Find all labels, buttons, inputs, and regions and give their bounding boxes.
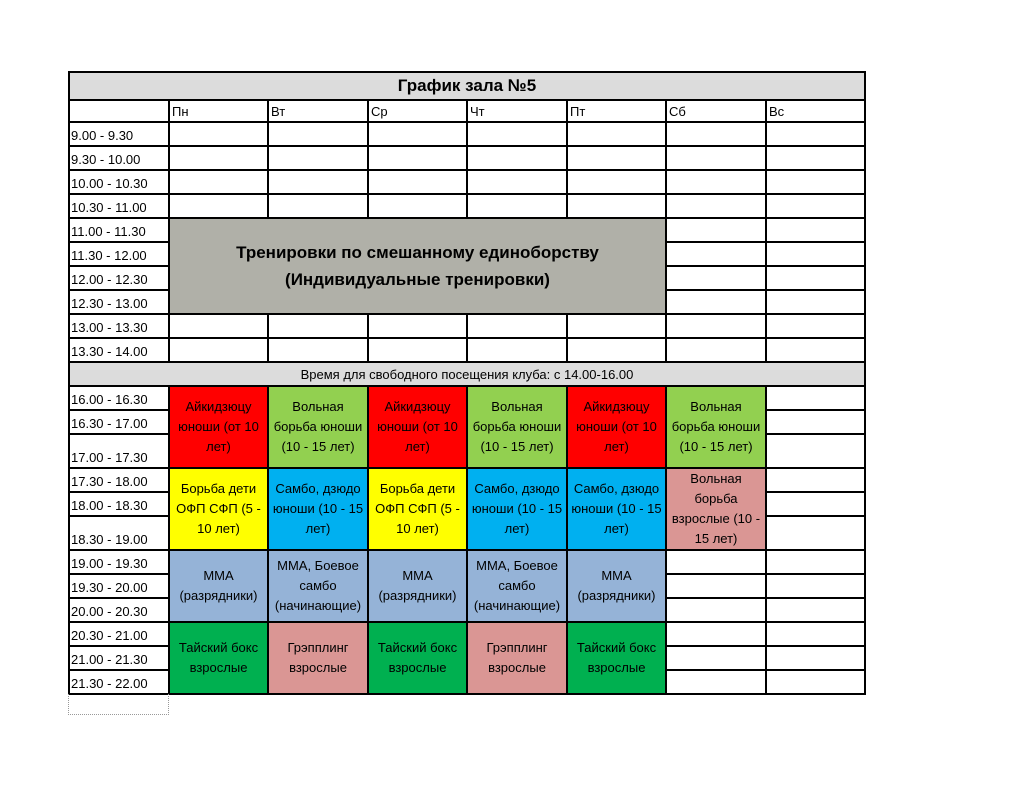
empty-cell xyxy=(468,315,568,339)
empty-cell xyxy=(667,339,767,363)
empty-cell xyxy=(468,171,568,195)
mixed-block-line2: (Индивидуальные тренировки) xyxy=(285,270,550,289)
empty-cell xyxy=(767,599,866,623)
empty-cell xyxy=(667,219,767,243)
empty-cell xyxy=(667,195,767,219)
empty-cell xyxy=(767,623,866,647)
class-grappling-thu: Грэпплинг взрослые xyxy=(468,623,568,695)
empty-cell xyxy=(667,291,767,315)
day-header-sun: Вс xyxy=(767,101,866,123)
empty-cell xyxy=(369,315,468,339)
class-aikido-wed: Айкидзюцу юноши (от 10 лет) xyxy=(369,387,468,469)
empty-cell xyxy=(369,171,468,195)
empty-cell xyxy=(269,171,369,195)
mixed-martial-arts-block xyxy=(170,219,667,315)
time-label: 19.30 - 20.00 xyxy=(70,575,170,599)
empty-cell xyxy=(767,291,866,315)
day-header-mon: Пн xyxy=(170,101,269,123)
empty-cell xyxy=(667,551,767,575)
time-label: 13.30 - 14.00 xyxy=(70,339,170,363)
day-header-fri: Пт xyxy=(568,101,667,123)
time-label: 12.30 - 13.00 xyxy=(70,291,170,315)
time-label: 9.30 - 10.00 xyxy=(70,147,170,171)
schedule-table xyxy=(68,71,866,695)
empty-cell xyxy=(170,171,269,195)
class-mma-ranked-mon: ММА (разрядники) xyxy=(170,551,269,623)
empty-cell xyxy=(269,339,369,363)
class-mma-ranked-wed: ММА (разрядники) xyxy=(369,551,468,623)
empty-cell xyxy=(170,123,269,147)
time-label: 17.00 - 17.30 xyxy=(70,435,170,469)
time-label: 21.30 - 22.00 xyxy=(70,671,170,695)
empty-cell xyxy=(667,243,767,267)
time-label: 10.30 - 11.00 xyxy=(70,195,170,219)
mixed-block-line1: Тренировки по смешанному единоборству xyxy=(236,243,599,262)
empty-cell xyxy=(667,623,767,647)
empty-cell xyxy=(667,147,767,171)
empty-cell xyxy=(369,195,468,219)
time-label: 19.00 - 19.30 xyxy=(70,551,170,575)
time-label: 16.30 - 17.00 xyxy=(70,411,170,435)
class-grappling-tue: Грэпплинг взрослые xyxy=(269,623,369,695)
empty-cell xyxy=(568,147,667,171)
corner-cell xyxy=(70,101,170,123)
day-header-sat: Сб xyxy=(667,101,767,123)
time-label: 21.00 - 21.30 xyxy=(70,647,170,671)
empty-cell xyxy=(667,315,767,339)
trailing-cell xyxy=(68,694,169,715)
class-aikido-fri: Айкидзюцу юноши (от 10 лет) xyxy=(568,387,667,469)
day-header-tue: Вт xyxy=(269,101,369,123)
empty-cell xyxy=(767,435,866,469)
empty-cell xyxy=(269,147,369,171)
empty-cell xyxy=(767,219,866,243)
time-label: 18.30 - 19.00 xyxy=(70,517,170,551)
empty-cell xyxy=(568,195,667,219)
empty-cell xyxy=(369,147,468,171)
class-kids-wrestling-wed: Борьба дети ОФП СФП (5 - 10 лет) xyxy=(369,469,468,551)
class-sambo-judo-thu: Самбо, дзюдо юноши (10 - 15 лет) xyxy=(468,469,568,551)
empty-cell xyxy=(667,671,767,695)
empty-cell xyxy=(468,123,568,147)
empty-cell xyxy=(667,647,767,671)
class-freestyle-youth-thu: Вольная борьба юноши (10 - 15 лет) xyxy=(468,387,568,469)
empty-cell xyxy=(667,599,767,623)
empty-cell xyxy=(767,171,866,195)
class-freestyle-youth-sat: Вольная борьба юноши (10 - 15 лет) xyxy=(667,387,767,469)
class-sambo-judo-tue: Самбо, дзюдо юноши (10 - 15 лет) xyxy=(269,469,369,551)
time-label: 11.30 - 12.00 xyxy=(70,243,170,267)
time-label: 17.30 - 18.00 xyxy=(70,469,170,493)
empty-cell xyxy=(369,339,468,363)
empty-cell xyxy=(767,517,866,551)
empty-cell xyxy=(767,647,866,671)
empty-cell xyxy=(767,267,866,291)
class-mma-ranked-fri: ММА (разрядники) xyxy=(568,551,667,623)
time-label: 16.00 - 16.30 xyxy=(70,387,170,411)
empty-cell xyxy=(767,243,866,267)
empty-cell xyxy=(568,315,667,339)
empty-cell xyxy=(468,147,568,171)
time-label: 13.00 - 13.30 xyxy=(70,315,170,339)
empty-cell xyxy=(767,147,866,171)
empty-cell xyxy=(170,339,269,363)
empty-cell xyxy=(767,315,866,339)
class-thai-boxing-wed: Тайский бокс взрослые xyxy=(369,623,468,695)
free-visit-banner: Время для свободного посещения клуба: с 14.00-16.00 xyxy=(70,363,866,387)
class-freestyle-youth-tue: Вольная борьба юноши (10 - 15 лет) xyxy=(269,387,369,469)
empty-cell xyxy=(667,267,767,291)
empty-cell xyxy=(170,195,269,219)
day-header-thu: Чт xyxy=(468,101,568,123)
class-mma-sambo-thu: ММА, Боевое самбо (начинающие) xyxy=(468,551,568,623)
empty-cell xyxy=(568,123,667,147)
empty-cell xyxy=(369,123,468,147)
empty-cell xyxy=(269,315,369,339)
class-kids-wrestling-mon: Борьба дети ОФП СФП (5 - 10 лет) xyxy=(170,469,269,551)
empty-cell xyxy=(468,339,568,363)
time-label: 18.00 - 18.30 xyxy=(70,493,170,517)
empty-cell xyxy=(767,671,866,695)
empty-cell xyxy=(767,411,866,435)
empty-cell xyxy=(767,575,866,599)
class-thai-boxing-mon: Тайский бокс взрослые xyxy=(170,623,269,695)
empty-cell xyxy=(767,493,866,517)
time-label: 10.00 - 10.30 xyxy=(70,171,170,195)
empty-cell xyxy=(767,195,866,219)
time-label: 9.00 - 9.30 xyxy=(70,123,170,147)
time-label: 20.00 - 20.30 xyxy=(70,599,170,623)
empty-cell xyxy=(767,339,866,363)
day-header-wed: Ср xyxy=(369,101,468,123)
time-label: 20.30 - 21.00 xyxy=(70,623,170,647)
empty-cell xyxy=(767,387,866,411)
empty-cell xyxy=(767,123,866,147)
empty-cell xyxy=(667,171,767,195)
empty-cell xyxy=(170,315,269,339)
empty-cell xyxy=(170,147,269,171)
empty-cell xyxy=(269,195,369,219)
time-label: 12.00 - 12.30 xyxy=(70,267,170,291)
empty-cell xyxy=(468,195,568,219)
class-mma-sambo-tue: ММА, Боевое самбо (начинающие) xyxy=(269,551,369,623)
empty-cell xyxy=(767,469,866,493)
class-freestyle-adult-sat: Вольная борьба взрослые (10 - 15 лет) xyxy=(667,469,767,551)
time-label: 11.00 - 11.30 xyxy=(70,219,170,243)
class-thai-boxing-fri: Тайский бокс взрослые xyxy=(568,623,667,695)
empty-cell xyxy=(269,123,369,147)
empty-cell xyxy=(667,123,767,147)
class-aikido-mon: Айкидзюцу юноши (от 10 лет) xyxy=(170,387,269,469)
empty-cell xyxy=(568,171,667,195)
empty-cell xyxy=(568,339,667,363)
empty-cell xyxy=(667,575,767,599)
class-sambo-judo-fri: Самбо, дзюдо юноши (10 - 15 лет) xyxy=(568,469,667,551)
empty-cell xyxy=(767,551,866,575)
schedule-title: График зала №5 xyxy=(70,73,866,101)
